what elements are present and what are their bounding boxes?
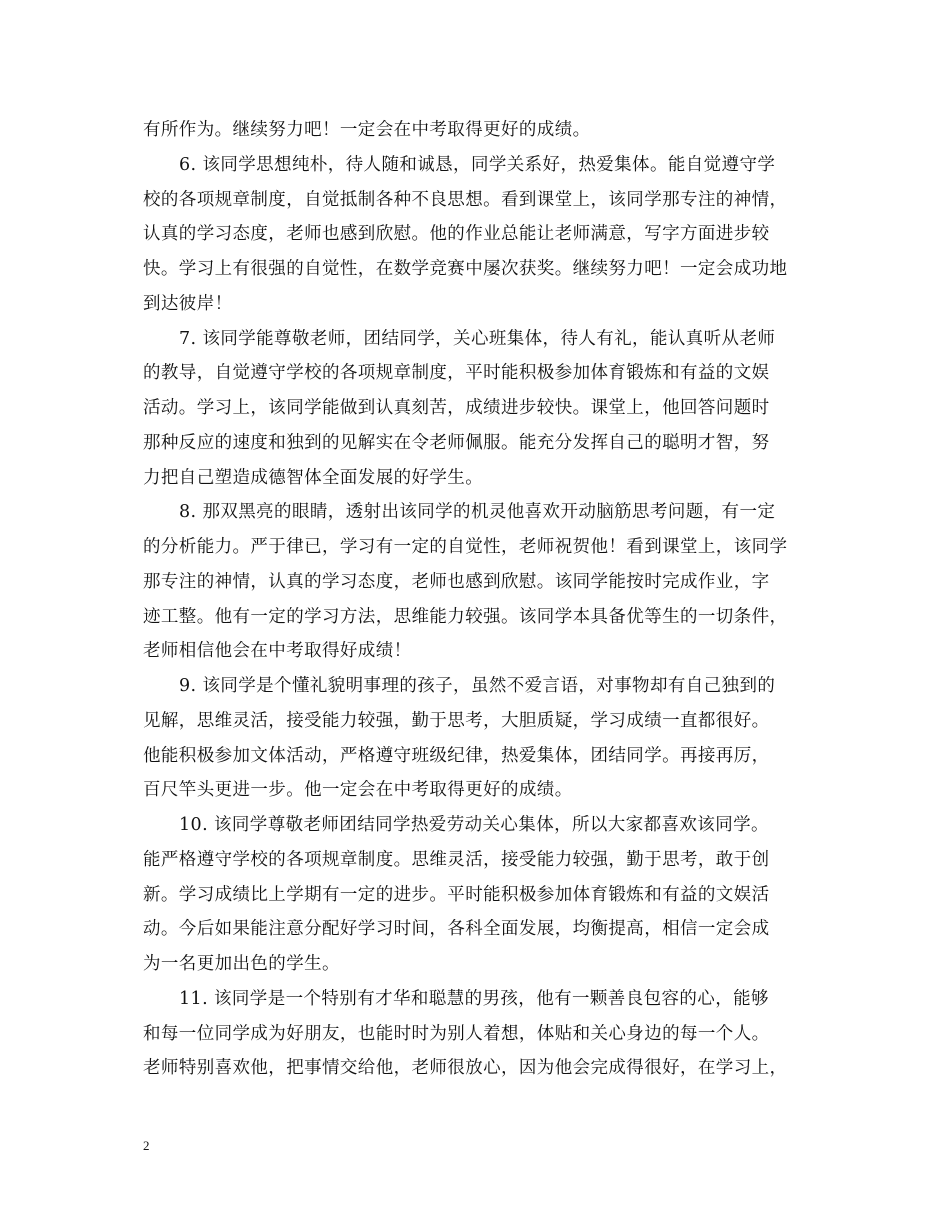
text-line: 的教导，自觉遵守学校的各项规章制度，平时能积极参加体育锻炼和有益的文娱 xyxy=(143,363,770,384)
paragraph-6-first-line: 6. 该同学思想纯朴，待人随和诚恳，同学关系好，热爱集体。能自觉遵守学 xyxy=(179,154,776,175)
text-line: 那种反应的速度和独到的见解实在令老师佩服。能充分发挥自己的聪明才智，努 xyxy=(143,432,770,453)
text-line: 他能积极参加文体活动，严格遵守班级纪律，热爱集体，团结同学。再接再厉， xyxy=(143,745,770,766)
page-number: 2 xyxy=(143,1138,150,1153)
text-line: 到达彼岸！ xyxy=(143,293,233,314)
paragraph-9-first-line: 9. 该同学是个懂礼貌明事理的孩子，虽然不爱言语，对事物却有自己独到的 xyxy=(179,676,776,696)
text-line: 活动。学习上，该同学能做到认真刻苦，成绩进步较快。课堂上，他回答问题时 xyxy=(143,398,770,418)
text-line: 百尺竿头更进一步。他一定会在中考取得更好的成绩。 xyxy=(143,780,573,801)
paragraph-10-first-line: 10. 该同学尊敬老师团结同学热爱劳动关心集体，所以大家都喜欢该同学。 xyxy=(179,815,769,835)
text-line: 力把自己塑造成德智体全面发展的好学生。 xyxy=(143,467,484,488)
text-line: 的分析能力。严于律已，学习有一定的自觉性，老师祝贺他！看到课堂上，该同学 xyxy=(143,537,788,557)
text-line: 能严格遵守学校的各项规章制度。思维灵活，接受能力较强，勤于思考，敢于创 xyxy=(143,849,770,870)
paragraph-11-first-line: 11. 该同学是一个特别有才华和聪慧的男孩，他有一颗善良包容的心，能够 xyxy=(179,988,769,1009)
text-line: 校的各项规章制度，自觉抵制各种不良思想。看到课堂上，该同学那专注的神情， xyxy=(143,189,788,210)
text-line: 老师相信他会在中考取得好成绩！ xyxy=(143,641,412,662)
text-line: 迹工整。他有一定的学习方法，思维能力较强。该同学本具备优等生的一切条件， xyxy=(143,606,788,627)
text-line: 那专注的神情，认真的学习态度，老师也感到欣慰。该同学能按时完成作业，字 xyxy=(143,571,770,592)
paragraph-7-first-line: 7. 该同学能尊敬老师，团结同学，关心班集体，待人有礼，能认真听从老师 xyxy=(179,328,776,349)
text-line: 见解，思维灵活，接受能力较强，勤于思考，大胆质疑，学习成绩一直都很好。 xyxy=(143,710,770,731)
text-line: 新。学习成绩比上学期有一定的进步。平时能积极参加体育锻炼和有益的文娱活 xyxy=(143,884,770,905)
text-line: 老师特别喜欢他，把事情交给他，老师很放心，因为他会完成得很好，在学习上， xyxy=(143,1058,788,1079)
text-line: 认真的学习态度，老师也感到欣慰。他的作业总能让老师满意，写字方面进步较 xyxy=(143,224,770,245)
text-line: 为一名更加出色的学生。 xyxy=(143,954,340,974)
body-text xyxy=(143,113,823,1086)
text-line: 有所作为。继续努力吧！一定会在中考取得更好的成绩。 xyxy=(143,120,591,140)
paragraph-8-first-line: 8. 那双黑亮的眼睛，透射出该同学的机灵他喜欢开动脑筋思考问题，有一定 xyxy=(179,502,776,523)
text-line: 快。学习上有很强的自觉性，在数学竞赛中屡次获奖。继续努力吧！一定会成功地 xyxy=(143,259,788,279)
text-line: 动。今后如果能注意分配好学习时间，各科全面发展，均衡提高，相信一定会成 xyxy=(143,919,770,940)
text-line: 和每一位同学成为好朋友，也能时时为别人着想，体贴和关心身边的每一个人。 xyxy=(143,1023,770,1044)
